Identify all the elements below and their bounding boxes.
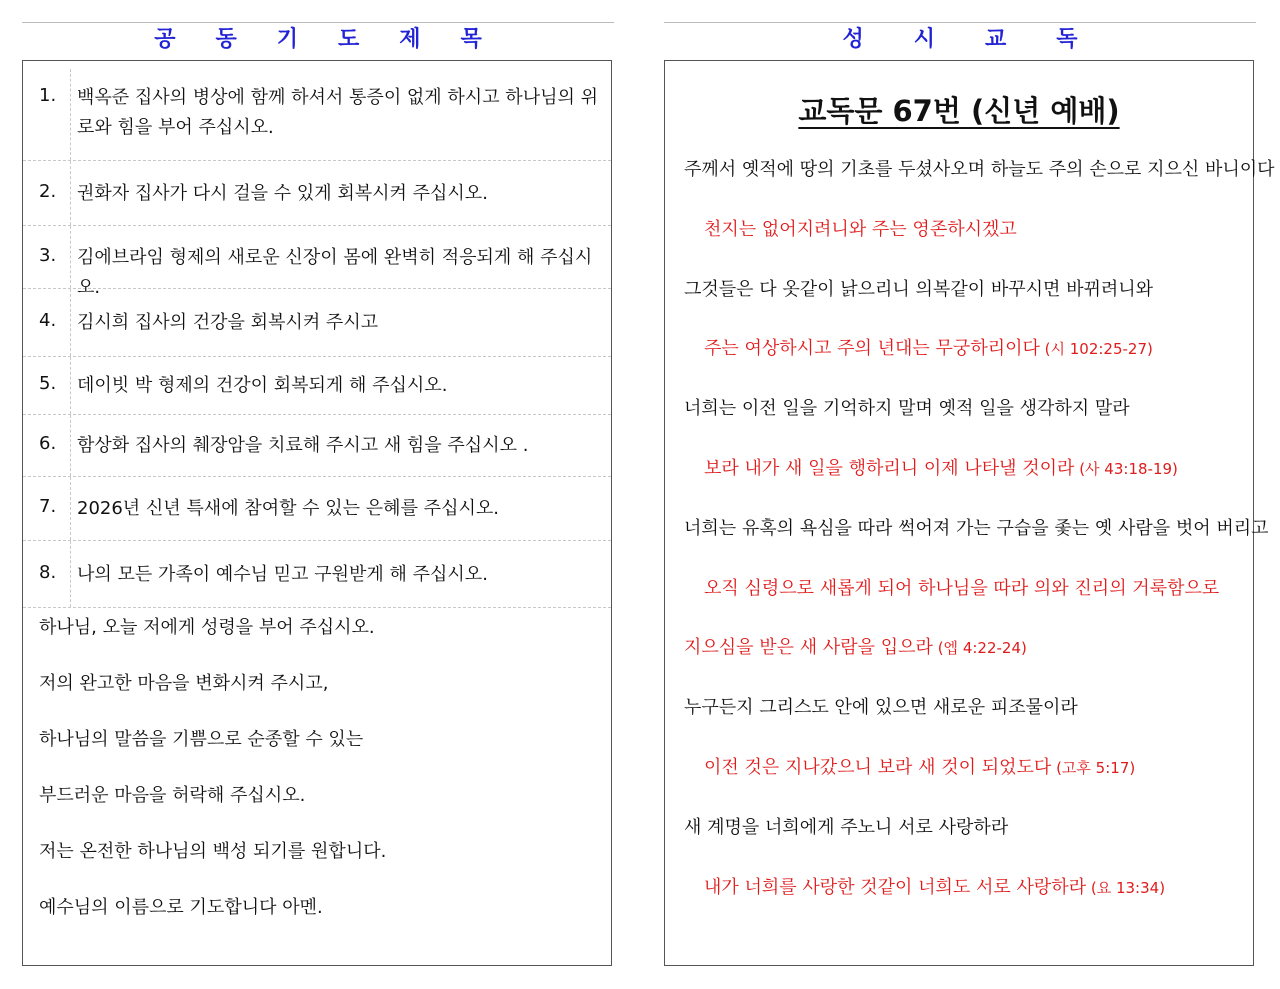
heading-letter: 성 [842,27,864,52]
response-line [684,873,1254,933]
heading-letter: 독 [1056,27,1078,52]
prayer-item [23,69,611,161]
scripture-reference: (고후 5:17) [1051,758,1136,777]
verse-text: 내가 너희를 사랑한 것같이 너희도 서로 사랑하라 [704,876,1087,898]
closing-line: 저는 온전한 하나님의 백성 되기를 원합니다. [39,841,387,862]
response-line [684,334,1254,394]
prayer-number: 1. [39,85,57,106]
scripture-reference: (사 43:18-19) [1074,459,1178,478]
heading-letter: 도 [338,27,360,52]
verse-text: 천지는 없어지려니와 주는 영존하시겠고 [704,218,1017,240]
closing-line: 하나님의 말씀을 기쁨으로 순종할 수 있는 [39,729,364,750]
prayer-text: 김시희 집사의 건강을 회복시켜 주시고 [77,312,379,333]
closing-line: 하나님, 오늘 저에게 성령을 부어 주십시오. [39,617,375,638]
prayer-number-cell [23,477,71,540]
prayer-item [23,477,611,541]
prayer-text: 데이빗 박 형제의 건강이 회복되게 해 주십시오. [77,375,448,396]
prayer-text: 권화자 집사가 다시 걸을 수 있게 회복시켜 주십시오. [77,183,488,204]
prayer-item [23,357,611,415]
prayer-topics-box [22,60,612,966]
verse-text: 이전 것은 지나갔으니 보라 새 것이 되었도다 [704,756,1052,778]
verse-text: 그것들은 다 옷같이 낡으리니 의복같이 바꾸시면 바뀌려니와 [684,278,1154,300]
response-line [684,215,1254,275]
prayer-number: 5. [39,373,57,394]
verse-text: 새 계명을 너희에게 주노니 서로 사랑하라 [684,816,1009,838]
reading-title-text: 교독문 67번 (신년 예배) [798,94,1120,128]
prayer-number: 4. [39,310,57,331]
prayer-item [23,289,611,357]
closing-line: 저의 완고한 마음을 변화시켜 주시고, [39,673,329,694]
prayer-number: 8. [39,562,57,583]
heading-letter: 목 [460,27,482,52]
heading-letter: 동 [215,27,237,52]
prayer-item [23,226,611,298]
closing-line: 부드러운 마음을 허락해 주십시오. [39,785,306,806]
prayer-text: 함상화 집사의 췌장암을 치료해 주시고 새 힘을 주십시오 . [77,435,529,456]
responsive-reading-box [664,60,1275,966]
prayer-topics-header [22,22,614,57]
prayer-number: 7. [39,496,57,517]
verse-text: 주께서 옛적에 땅의 기초를 두셨사오며 하늘도 주의 손으로 지으신 바니이다 [684,159,1275,180]
verse-text: 너희는 유혹의 욕심을 따라 썩어져 가는 구습을 좇는 옛 사람을 벗어 버리고 [684,517,1269,539]
prayer-item [23,415,611,477]
reading-title [665,89,1253,130]
prayer-number-cell [23,161,71,225]
prayer-topics-heading [22,25,614,55]
scripture-reference: (요 13:34) [1086,878,1166,897]
responsive-reading-heading [664,25,1256,55]
leader-line [684,693,1254,753]
prayer-number: 2. [39,181,57,202]
leader-line [684,394,1254,454]
prayer-number-cell [23,226,71,288]
closing-line: 예수님의 이름으로 기도합니다 아멘. [39,897,323,918]
heading-letter: 공 [154,27,176,52]
prayer-text: 2026년 신년 특새에 참여할 수 있는 은혜를 주십시오. [77,498,499,519]
response-line [684,454,1254,514]
verse-text: 주는 여상하시고 주의 년대는 무궁하리이다 [704,338,1040,360]
scripture-reference: (엡 4:22-24) [932,639,1027,658]
heading-letter: 기 [276,27,298,52]
prayer-number: 6. [39,433,57,454]
leader-line [684,275,1254,335]
closing-prayer [39,613,599,949]
leader-line [684,514,1269,574]
response-line [684,753,1254,813]
verse-text: 오직 심령으로 새롭게 되어 하나님을 따라 의와 진리의 거룩함으로 [704,577,1220,599]
prayer-item [23,161,611,226]
heading-letter: 시 [913,27,935,52]
reading-verses [684,155,1275,932]
heading-letter: 제 [399,27,421,52]
prayer-text: 나의 모든 가족이 예수님 믿고 구원받게 해 주십시오. [77,564,488,585]
leader-line [684,813,1254,873]
verse-text: 보라 내가 새 일을 행하리니 이제 나타낼 것이라 [704,457,1075,479]
responsive-reading-header [664,22,1256,57]
prayer-number-cell [23,289,71,356]
verse-text: 지으심을 받은 새 사람을 입으라 [684,637,933,659]
prayer-item [23,541,611,608]
response-line [684,633,1254,693]
prayer-number-cell [23,415,71,476]
prayer-number-cell [23,69,71,160]
prayer-text: 김에브라임 형제의 새로운 신장이 몸에 완벽히 적응되게 해 주십시오. [77,247,593,298]
leader-line [684,155,1275,215]
heading-letter: 교 [985,27,1007,52]
response-line [684,574,1254,634]
scripture-reference: (시 102:25-27) [1039,340,1153,359]
prayer-number-cell [23,541,71,607]
verse-text: 누구든지 그리스도 안에 있으면 새로운 피조물이라 [684,697,1078,719]
prayer-number-cell [23,357,71,414]
prayer-text: 백옥준 집사의 병상에 함께 하셔서 통증이 없게 하시고 하나님의 위로와 힘을 부어 주십시오. [77,87,598,138]
prayer-list [23,69,611,608]
verse-text: 너희는 이전 일을 기억하지 말며 옛적 일을 생각하지 말라 [684,398,1130,420]
prayer-number: 3. [39,245,57,266]
